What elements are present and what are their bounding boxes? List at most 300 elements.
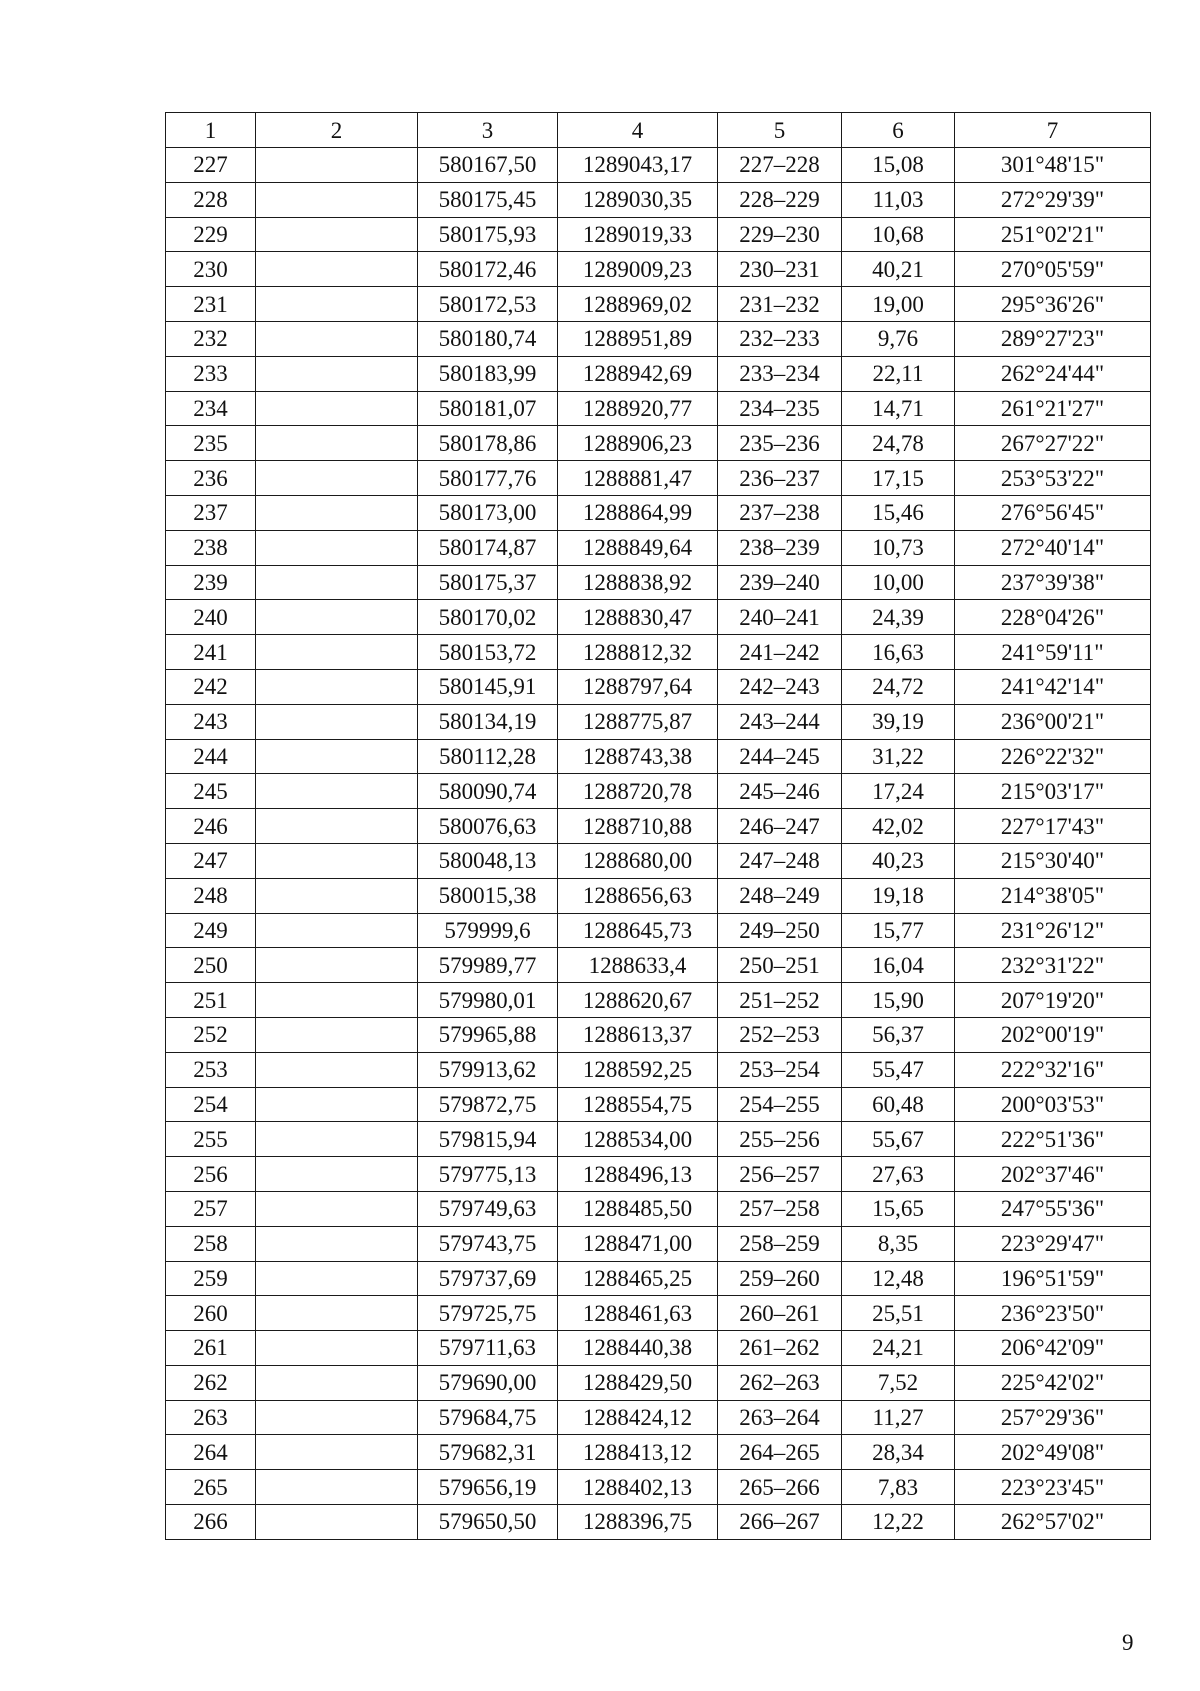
header-cell: 4	[558, 113, 718, 148]
bearing-cell: 223°29'47"	[955, 1226, 1151, 1261]
blank-cell	[256, 1331, 418, 1366]
page-number: 9	[1122, 1630, 1134, 1655]
y-coordinate-cell: 1288656,63	[558, 878, 718, 913]
point-number-cell: 261	[166, 1331, 256, 1366]
y-coordinate-cell: 1289009,23	[558, 252, 718, 287]
y-coordinate-cell: 1289043,17	[558, 148, 718, 183]
table-row	[166, 1435, 1151, 1470]
point-number-cell: 248	[166, 878, 256, 913]
blank-cell	[256, 287, 418, 322]
bearing-cell: 257°29'36"	[955, 1400, 1151, 1435]
segment-cell: 265–266	[718, 1470, 842, 1505]
segment-cell: 261–262	[718, 1331, 842, 1366]
point-number-cell: 259	[166, 1261, 256, 1296]
y-coordinate-cell: 1288743,38	[558, 739, 718, 774]
blank-cell	[256, 1435, 418, 1470]
blank-cell	[256, 1122, 418, 1157]
x-coordinate-cell: 580183,99	[418, 356, 558, 391]
table-row	[166, 600, 1151, 635]
y-coordinate-cell: 1288864,99	[558, 495, 718, 530]
x-coordinate-cell: 579725,75	[418, 1296, 558, 1331]
table-row	[166, 1261, 1151, 1296]
y-coordinate-cell: 1288429,50	[558, 1365, 718, 1400]
y-coordinate-cell: 1288775,87	[558, 704, 718, 739]
y-coordinate-cell: 1288838,92	[558, 565, 718, 600]
y-coordinate-cell: 1288413,12	[558, 1435, 718, 1470]
header-cell: 3	[418, 113, 558, 148]
point-number-cell: 246	[166, 809, 256, 844]
y-coordinate-cell: 1288920,77	[558, 391, 718, 426]
table-row	[166, 1087, 1151, 1122]
y-coordinate-cell: 1288396,75	[558, 1505, 718, 1540]
bearing-cell: 207°19'20"	[955, 983, 1151, 1018]
point-number-cell: 236	[166, 461, 256, 496]
blank-cell	[256, 321, 418, 356]
segment-cell: 236–237	[718, 461, 842, 496]
x-coordinate-cell: 579989,77	[418, 948, 558, 983]
table-row	[166, 913, 1151, 948]
y-coordinate-cell: 1288849,64	[558, 530, 718, 565]
bearing-cell: 232°31'22"	[955, 948, 1151, 983]
segment-cell: 228–229	[718, 182, 842, 217]
bearing-cell: 196°51'59"	[955, 1261, 1151, 1296]
distance-cell: 60,48	[842, 1087, 955, 1122]
blank-cell	[256, 356, 418, 391]
x-coordinate-cell: 580153,72	[418, 635, 558, 670]
y-coordinate-cell: 1288554,75	[558, 1087, 718, 1122]
bearing-cell: 200°03'53"	[955, 1087, 1151, 1122]
blank-cell	[256, 669, 418, 704]
segment-cell: 233–234	[718, 356, 842, 391]
blank-cell	[256, 217, 418, 252]
point-number-cell: 252	[166, 1017, 256, 1052]
y-coordinate-cell: 1288942,69	[558, 356, 718, 391]
x-coordinate-cell: 579775,13	[418, 1157, 558, 1192]
x-coordinate-cell: 580076,63	[418, 809, 558, 844]
table-row	[166, 356, 1151, 391]
point-number-cell: 266	[166, 1505, 256, 1540]
bearing-cell: 289°27'23"	[955, 321, 1151, 356]
blank-cell	[256, 391, 418, 426]
segment-cell: 264–265	[718, 1435, 842, 1470]
point-number-cell: 233	[166, 356, 256, 391]
point-number-cell: 241	[166, 635, 256, 670]
bearing-cell: 214°38'05"	[955, 878, 1151, 913]
table-row	[166, 635, 1151, 670]
x-coordinate-cell: 580180,74	[418, 321, 558, 356]
table-row	[166, 252, 1151, 287]
distance-cell: 27,63	[842, 1157, 955, 1192]
bearing-cell: 202°00'19"	[955, 1017, 1151, 1052]
y-coordinate-cell: 1288633,4	[558, 948, 718, 983]
x-coordinate-cell: 579656,19	[418, 1470, 558, 1505]
point-number-cell: 253	[166, 1052, 256, 1087]
bearing-cell: 226°22'32"	[955, 739, 1151, 774]
distance-cell: 42,02	[842, 809, 955, 844]
y-coordinate-cell: 1288461,63	[558, 1296, 718, 1331]
blank-cell	[256, 182, 418, 217]
distance-cell: 11,03	[842, 182, 955, 217]
point-number-cell: 256	[166, 1157, 256, 1192]
y-coordinate-cell: 1288969,02	[558, 287, 718, 322]
table-row	[166, 948, 1151, 983]
x-coordinate-cell: 579682,31	[418, 1435, 558, 1470]
point-number-cell: 240	[166, 600, 256, 635]
header-cell: 7	[955, 113, 1151, 148]
distance-cell: 31,22	[842, 739, 955, 774]
table-row	[166, 983, 1151, 1018]
table-row	[166, 843, 1151, 878]
table-header-row	[166, 113, 1151, 148]
table-row	[166, 1505, 1151, 1540]
blank-cell	[256, 948, 418, 983]
x-coordinate-cell: 580167,50	[418, 148, 558, 183]
table-row	[166, 287, 1151, 322]
distance-cell: 15,77	[842, 913, 955, 948]
y-coordinate-cell: 1288710,88	[558, 809, 718, 844]
segment-cell: 234–235	[718, 391, 842, 426]
point-number-cell: 257	[166, 1191, 256, 1226]
blank-cell	[256, 252, 418, 287]
y-coordinate-cell: 1288402,13	[558, 1470, 718, 1505]
x-coordinate-cell: 580172,46	[418, 252, 558, 287]
segment-cell: 230–231	[718, 252, 842, 287]
table-row	[166, 148, 1151, 183]
table-row	[166, 217, 1151, 252]
point-number-cell: 228	[166, 182, 256, 217]
segment-cell: 232–233	[718, 321, 842, 356]
point-number-cell: 260	[166, 1296, 256, 1331]
segment-cell: 246–247	[718, 809, 842, 844]
table-row	[166, 878, 1151, 913]
bearing-cell: 241°42'14"	[955, 669, 1151, 704]
segment-cell: 237–238	[718, 495, 842, 530]
bearing-cell: 237°39'38"	[955, 565, 1151, 600]
x-coordinate-cell: 579913,62	[418, 1052, 558, 1087]
table-row	[166, 530, 1151, 565]
bearing-cell: 202°37'46"	[955, 1157, 1151, 1192]
bearing-cell: 241°59'11"	[955, 635, 1151, 670]
point-number-cell: 249	[166, 913, 256, 948]
bearing-cell: 253°53'22"	[955, 461, 1151, 496]
segment-cell: 239–240	[718, 565, 842, 600]
bearing-cell: 236°00'21"	[955, 704, 1151, 739]
segment-cell: 263–264	[718, 1400, 842, 1435]
distance-cell: 9,76	[842, 321, 955, 356]
blank-cell	[256, 739, 418, 774]
distance-cell: 16,04	[842, 948, 955, 983]
x-coordinate-cell: 579815,94	[418, 1122, 558, 1157]
distance-cell: 7,83	[842, 1470, 955, 1505]
y-coordinate-cell: 1288496,13	[558, 1157, 718, 1192]
bearing-cell: 270°05'59"	[955, 252, 1151, 287]
blank-cell	[256, 843, 418, 878]
segment-cell: 238–239	[718, 530, 842, 565]
bearing-cell: 231°26'12"	[955, 913, 1151, 948]
blank-cell	[256, 148, 418, 183]
table-row	[166, 461, 1151, 496]
x-coordinate-cell: 580177,76	[418, 461, 558, 496]
y-coordinate-cell: 1288812,32	[558, 635, 718, 670]
bearing-cell: 202°49'08"	[955, 1435, 1151, 1470]
segment-cell: 245–246	[718, 774, 842, 809]
table-row	[166, 1226, 1151, 1261]
distance-cell: 17,15	[842, 461, 955, 496]
x-coordinate-cell: 580174,87	[418, 530, 558, 565]
blank-cell	[256, 1191, 418, 1226]
table-row	[166, 1470, 1151, 1505]
bearing-cell: 227°17'43"	[955, 809, 1151, 844]
distance-cell: 24,78	[842, 426, 955, 461]
segment-cell: 259–260	[718, 1261, 842, 1296]
point-number-cell: 258	[166, 1226, 256, 1261]
point-number-cell: 243	[166, 704, 256, 739]
blank-cell	[256, 1261, 418, 1296]
x-coordinate-cell: 580112,28	[418, 739, 558, 774]
point-number-cell: 230	[166, 252, 256, 287]
bearing-cell: 272°40'14"	[955, 530, 1151, 565]
bearing-cell: 261°21'27"	[955, 391, 1151, 426]
x-coordinate-cell: 579737,69	[418, 1261, 558, 1296]
segment-cell: 249–250	[718, 913, 842, 948]
blank-cell	[256, 913, 418, 948]
table-row	[166, 182, 1151, 217]
segment-cell: 231–232	[718, 287, 842, 322]
y-coordinate-cell: 1288620,67	[558, 983, 718, 1018]
blank-cell	[256, 1296, 418, 1331]
point-number-cell: 238	[166, 530, 256, 565]
point-number-cell: 245	[166, 774, 256, 809]
x-coordinate-cell: 579690,00	[418, 1365, 558, 1400]
segment-cell: 252–253	[718, 1017, 842, 1052]
table-row	[166, 1191, 1151, 1226]
blank-cell	[256, 565, 418, 600]
bearing-cell: 301°48'15"	[955, 148, 1151, 183]
segment-cell: 242–243	[718, 669, 842, 704]
distance-cell: 10,68	[842, 217, 955, 252]
point-number-cell: 255	[166, 1122, 256, 1157]
blank-cell	[256, 704, 418, 739]
distance-cell: 10,73	[842, 530, 955, 565]
blank-cell	[256, 1365, 418, 1400]
table-row	[166, 774, 1151, 809]
y-coordinate-cell: 1288613,37	[558, 1017, 718, 1052]
table-row	[166, 426, 1151, 461]
y-coordinate-cell: 1288830,47	[558, 600, 718, 635]
distance-cell: 8,35	[842, 1226, 955, 1261]
point-number-cell: 251	[166, 983, 256, 1018]
segment-cell: 248–249	[718, 878, 842, 913]
distance-cell: 15,46	[842, 495, 955, 530]
table-row	[166, 1157, 1151, 1192]
table-row	[166, 1296, 1151, 1331]
distance-cell: 25,51	[842, 1296, 955, 1331]
segment-cell: 243–244	[718, 704, 842, 739]
blank-cell	[256, 774, 418, 809]
blank-cell	[256, 1400, 418, 1435]
table-row	[166, 1017, 1151, 1052]
distance-cell: 10,00	[842, 565, 955, 600]
x-coordinate-cell: 579711,63	[418, 1331, 558, 1366]
bearing-cell: 262°24'44"	[955, 356, 1151, 391]
table-row	[166, 495, 1151, 530]
table-row	[166, 565, 1151, 600]
bearing-cell: 262°57'02"	[955, 1505, 1151, 1540]
blank-cell	[256, 426, 418, 461]
blank-cell	[256, 1087, 418, 1122]
y-coordinate-cell: 1288465,25	[558, 1261, 718, 1296]
segment-cell: 256–257	[718, 1157, 842, 1192]
distance-cell: 17,24	[842, 774, 955, 809]
x-coordinate-cell: 580173,00	[418, 495, 558, 530]
x-coordinate-cell: 580181,07	[418, 391, 558, 426]
segment-cell: 247–248	[718, 843, 842, 878]
distance-cell: 16,63	[842, 635, 955, 670]
bearing-cell: 222°32'16"	[955, 1052, 1151, 1087]
point-number-cell: 239	[166, 565, 256, 600]
point-number-cell: 262	[166, 1365, 256, 1400]
distance-cell: 24,72	[842, 669, 955, 704]
x-coordinate-cell: 580175,37	[418, 565, 558, 600]
distance-cell: 19,18	[842, 878, 955, 913]
segment-cell: 227–228	[718, 148, 842, 183]
point-number-cell: 231	[166, 287, 256, 322]
bearing-cell: 222°51'36"	[955, 1122, 1151, 1157]
distance-cell: 24,39	[842, 600, 955, 635]
blank-cell	[256, 635, 418, 670]
segment-cell: 255–256	[718, 1122, 842, 1157]
table-row	[166, 1365, 1151, 1400]
blank-cell	[256, 461, 418, 496]
x-coordinate-cell: 580178,86	[418, 426, 558, 461]
blank-cell	[256, 1052, 418, 1087]
y-coordinate-cell: 1288424,12	[558, 1400, 718, 1435]
bearing-cell: 236°23'50"	[955, 1296, 1151, 1331]
x-coordinate-cell: 580145,91	[418, 669, 558, 704]
distance-cell: 56,37	[842, 1017, 955, 1052]
distance-cell: 12,48	[842, 1261, 955, 1296]
segment-cell: 229–230	[718, 217, 842, 252]
blank-cell	[256, 600, 418, 635]
distance-cell: 12,22	[842, 1505, 955, 1540]
segment-cell: 241–242	[718, 635, 842, 670]
point-number-cell: 229	[166, 217, 256, 252]
y-coordinate-cell: 1288680,00	[558, 843, 718, 878]
point-number-cell: 232	[166, 321, 256, 356]
point-number-cell: 250	[166, 948, 256, 983]
bearing-cell: 276°56'45"	[955, 495, 1151, 530]
segment-cell: 235–236	[718, 426, 842, 461]
header-cell: 2	[256, 113, 418, 148]
table-row	[166, 739, 1151, 774]
x-coordinate-cell: 580134,19	[418, 704, 558, 739]
table-row	[166, 809, 1151, 844]
point-number-cell: 234	[166, 391, 256, 426]
bearing-cell: 295°36'26"	[955, 287, 1151, 322]
bearing-cell: 251°02'21"	[955, 217, 1151, 252]
distance-cell: 55,67	[842, 1122, 955, 1157]
point-number-cell: 242	[166, 669, 256, 704]
distance-cell: 24,21	[842, 1331, 955, 1366]
segment-cell: 251–252	[718, 983, 842, 1018]
y-coordinate-cell: 1288592,25	[558, 1052, 718, 1087]
point-number-cell: 265	[166, 1470, 256, 1505]
blank-cell	[256, 1017, 418, 1052]
y-coordinate-cell: 1289019,33	[558, 217, 718, 252]
point-number-cell: 237	[166, 495, 256, 530]
y-coordinate-cell: 1288534,00	[558, 1122, 718, 1157]
x-coordinate-cell: 580048,13	[418, 843, 558, 878]
x-coordinate-cell: 580170,02	[418, 600, 558, 635]
x-coordinate-cell: 579980,01	[418, 983, 558, 1018]
distance-cell: 14,71	[842, 391, 955, 426]
table-row	[166, 1400, 1151, 1435]
y-coordinate-cell: 1288645,73	[558, 913, 718, 948]
y-coordinate-cell: 1288881,47	[558, 461, 718, 496]
y-coordinate-cell: 1288720,78	[558, 774, 718, 809]
x-coordinate-cell: 580090,74	[418, 774, 558, 809]
distance-cell: 39,19	[842, 704, 955, 739]
x-coordinate-cell: 579743,75	[418, 1226, 558, 1261]
y-coordinate-cell: 1288797,64	[558, 669, 718, 704]
x-coordinate-cell: 579999,6	[418, 913, 558, 948]
header-cell: 5	[718, 113, 842, 148]
segment-cell: 240–241	[718, 600, 842, 635]
distance-cell: 40,21	[842, 252, 955, 287]
table-row	[166, 1331, 1151, 1366]
distance-cell: 7,52	[842, 1365, 955, 1400]
y-coordinate-cell: 1288485,50	[558, 1191, 718, 1226]
distance-cell: 22,11	[842, 356, 955, 391]
segment-cell: 244–245	[718, 739, 842, 774]
point-number-cell: 227	[166, 148, 256, 183]
header-cell: 1	[166, 113, 256, 148]
bearing-cell: 215°30'40"	[955, 843, 1151, 878]
x-coordinate-cell: 579872,75	[418, 1087, 558, 1122]
point-number-cell: 244	[166, 739, 256, 774]
segment-cell: 257–258	[718, 1191, 842, 1226]
y-coordinate-cell: 1288471,00	[558, 1226, 718, 1261]
blank-cell	[256, 495, 418, 530]
segment-cell: 266–267	[718, 1505, 842, 1540]
segment-cell: 250–251	[718, 948, 842, 983]
x-coordinate-cell: 580172,53	[418, 287, 558, 322]
distance-cell: 15,65	[842, 1191, 955, 1226]
segment-cell: 260–261	[718, 1296, 842, 1331]
distance-cell: 28,34	[842, 1435, 955, 1470]
segment-cell: 254–255	[718, 1087, 842, 1122]
x-coordinate-cell: 580175,93	[418, 217, 558, 252]
distance-cell: 15,90	[842, 983, 955, 1018]
table-row	[166, 391, 1151, 426]
segment-cell: 258–259	[718, 1226, 842, 1261]
blank-cell	[256, 1157, 418, 1192]
x-coordinate-cell: 580015,38	[418, 878, 558, 913]
point-number-cell: 254	[166, 1087, 256, 1122]
bearing-cell: 272°29'39"	[955, 182, 1151, 217]
blank-cell	[256, 1505, 418, 1540]
blank-cell	[256, 809, 418, 844]
x-coordinate-cell: 579650,50	[418, 1505, 558, 1540]
coordinates-table	[165, 112, 1151, 1540]
point-number-cell: 263	[166, 1400, 256, 1435]
segment-cell: 253–254	[718, 1052, 842, 1087]
header-cell: 6	[842, 113, 955, 148]
blank-cell	[256, 1226, 418, 1261]
distance-cell: 15,08	[842, 148, 955, 183]
blank-cell	[256, 878, 418, 913]
y-coordinate-cell: 1288951,89	[558, 321, 718, 356]
